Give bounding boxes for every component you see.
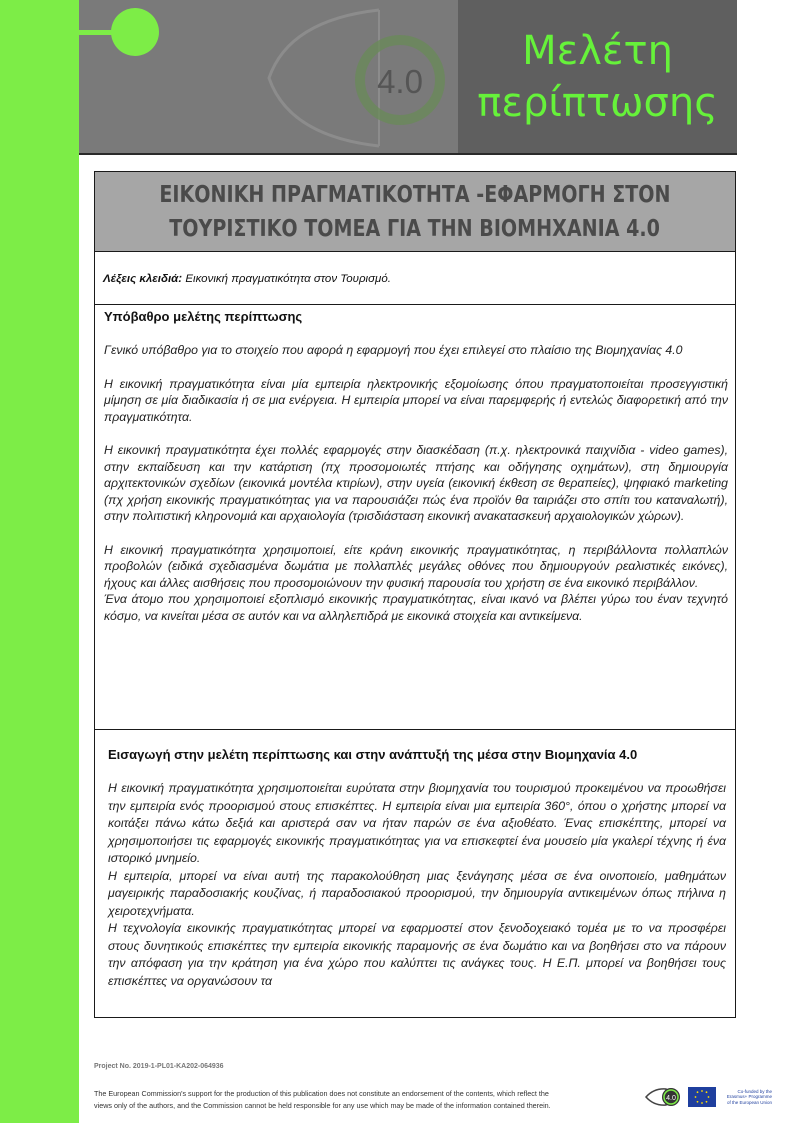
background-heading: Υπόβαθρο μελέτης περίπτωσης (104, 309, 303, 324)
see-project-logo-icon (644, 1086, 682, 1108)
introduction-paragraph-1: Η εικονική πραγματικότητα χρησιμοποιείται ευρύτατα στην βιομηχανία του τουρισμού προκειμένου να προωθήσει την εμπειρία ενός προορισμού στους επισκέπτες. Η εμπειρία είναι μια εμπειρία 360°, όπου ο χρήστης μπορεί να κοιτάξει πάνω κάτω δεξιά και αριστερά σαν να ήταν παρών σε ένα αξιοθέατο. Ένας επισκέπτης, μπορεί να χρησιμοποιήσει τις εφαρμογές εικονικής πραγματικότητας για να επισκεφτεί ένα μουσείο μία γκαλερί τέχνης ή ένα ιστορικό μνημείο. (108, 781, 726, 865)
project-number: Project No. 2019-1-PL01-KA202-064936 (94, 1063, 224, 1070)
svg-text:4.0: 4.0 (666, 1095, 676, 1102)
background-section (95, 305, 735, 730)
eu-flag-icon (688, 1087, 716, 1107)
eu-caption: Co-funded by the Erasmus+ Programme of the European Union (726, 1088, 772, 1105)
eu-disclaimer: The European Commission's support for the production of this publication does not constitute an endorsement of the contents, which reflect the views only of the authors, and the Commission cannot be held responsible for any use which may be made of the information contained therein. (94, 1089, 551, 1110)
background-paragraph-1: Γενικό υπόβαθρο για το στοιχείο που αφορά η εφαρμογή που έχει επιλεγεί στο πλαίσιο της Βιομηχανίας 4.0 (104, 343, 683, 357)
background-paragraph-2: Η εικονική πραγματικότητα είναι μία εμπειρία ηλεκτρονικής εξομοίωσης όπου πραγματοποιείται προσεγγιστική μίμηση σε μία διαδικασία ή σε μια ενέργεια. Η εμπειρία μπορεί να είναι παρεμφερής ή εντελώς διαφορετική από την πραγματικότητα. (104, 376, 728, 424)
background-paragraph-3: Η εικονική πραγματικότητα έχει πολλές εφαρμογές στην διασκέδαση (π.χ. ηλεκτρονικά παιχνίδια - video games), στην εκπαίδευση και την κατάρτιση (πχ προσομοιωτές πτήσης και οδήγησης οχημάτων), στη δημιουργία αρχιτεκτονικών σχεδίων (εικονικά μοντέλα κτιρίων), στην υγεία (εικονική έκθεση σε θεραπείες), ψηφιακό marketing (πχ χρήση εικονικής πραγματικότητας για να παρουσιάζει πώς ένα προϊόν θα ταιριάζει στο σπίτι του καταναλωτή), στην πολιτιστική κληρονομιά και αρχαιολογία (τρισδιάσταση εικονική ανακατασκευή αρχαιολογικών χώρων). (104, 443, 728, 523)
case-study-table (94, 171, 736, 1018)
document-title (95, 172, 735, 252)
document-title-line2: ΤΟΥΡΙΣΤΙΚΟ ΤΟΜΕΑ ΓΙΑ ΤΗΝ ΒΙΟΜΗΧΑΝΙΑ 4.0 (169, 215, 661, 242)
footer-logos (644, 1086, 772, 1108)
background-paragraph-5: Ένα άτομο που χρησιμοποιεί εξοπλισμό εικονικής πραγματικότητας, είναι ικανό να βλέπει γύρω του έναν τεχνητό κόσμο, να κινείται μέσα σε αυτόν και να αλληλεπιδρά με εικονικά στοιχεία και αντικείμενα. (104, 592, 728, 623)
keywords-label: Λέξεις κλειδιά: (103, 273, 183, 285)
case-study-title-box (458, 0, 737, 154)
banner-title-line1: Μελέτη (522, 28, 673, 74)
keywords-value: Εικονική πραγματικότητα στον Τουρισμό. (185, 273, 391, 285)
logo-badge-text: 4.0 (377, 63, 423, 100)
banner-graphic (79, 0, 458, 154)
side-accent-stripe (0, 0, 79, 1123)
document-title-line1: ΕΙΚΟΝΙΚΗ ΠΡΑΓΜΑΤΙΚΟΤΗΤΑ -ΕΦΑΡΜΟΓΗ ΣΤΟΝ (159, 181, 671, 208)
banner-divider (79, 153, 737, 155)
industry-4-logo-icon (79, 0, 458, 154)
background-paragraph-4: Η εικονική πραγματικότητα χρησιμοποιεί, είτε κράνη εικονικής πραγματικότητας, η περιβάλλοντα πολλαπλών προβολών (ειδικά σχεδιασμένα δωμάτια με πολλαπλές μεγάλες οθόνες που δημιουργούν ρεαλιστικές εικόνες), ήχους και άλλες αισθήσεις που προσομοιώνουν την φυσική παρουσία του χρήστη σε ένα εικονικό περιβάλλον. (104, 542, 728, 590)
banner-title-line2: περίπτωσης (477, 80, 718, 126)
introduction-paragraph-2: Η εμπειρία, μπορεί να είναι αυτή της παρακολούθηση μιας ξενάγησης μέσα σε ένα οινοποιείο, μαθημάτων μαγειρικής παραδοσιακής κουζίνας, ή παραδοσιακού προορισμού, την δημιουργία αντικειμένων όπως πήλινα η χειροτεχνήματα. (108, 868, 726, 918)
introduction-section (95, 730, 735, 1018)
keywords-row (95, 252, 735, 305)
introduction-heading: Εισαγωγή στην μελέτη περίπτωσης και στην ανάπτυξή της μέσα στην Βιομηχανία 4.0 (108, 747, 638, 762)
introduction-paragraph-3: Η τεχνολογία εικονικής πραγματικότητας μπορεί να εφαρμοστεί στον ξενοδοχειακό τομέα με το να προσφέρει στους δυνητικούς επισκέπτες την εμπειρία εικονικής παραμονής σε ένα δωμάτιο και να βοηθήσει στο να πάρουν την απόφαση για την κράτηση για ένα χώρο που καλύπτει τις ανάγκες τους. Η Ε.Π. μπορεί να βοηθήσει τους επισκέπτες να οργανώσουν τα (108, 921, 726, 988)
